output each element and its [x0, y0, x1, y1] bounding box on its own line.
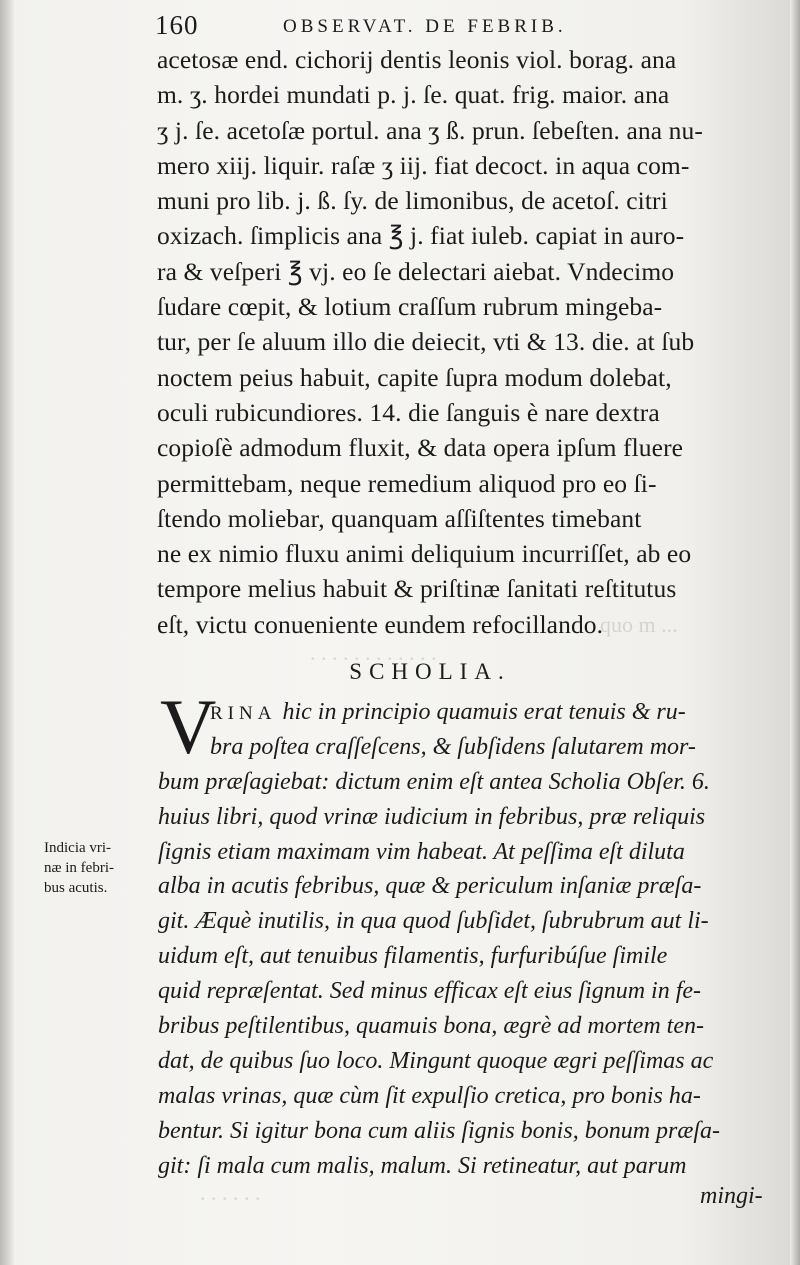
- text-line: muni pro lib. j. ß. ſy. de limonibus, de acetoſ. citri: [157, 186, 668, 216]
- text-line: [158, 695, 778, 730]
- text-line: oculi rubicundiores. 14. die ſanguis è nare dextra: [157, 397, 660, 427]
- text-line: copioſè admodum fluxit, & data opera ipſum fluere: [157, 433, 684, 463]
- bleed-through-text: quo m ...: [600, 612, 678, 637]
- text-line: tempore melius habuit & priſtinæ ſanitati reſtitutus: [157, 574, 677, 604]
- text-line: ſignis etiam maximam vim habeat. At peſſima eſt diluta: [158, 838, 685, 865]
- text-line: quid repræſentat. Sed minus efficax eſt eius ſignum in fe-: [158, 978, 702, 1005]
- text-line: oxizach. ſimplicis ana ℥ j. fiat iuleb. capiat in auro-: [157, 221, 685, 251]
- lead-words: RINA: [210, 703, 277, 724]
- margin-note: [44, 838, 154, 898]
- scholia-heading: SCHOLIA.: [349, 659, 511, 684]
- text-line: dat, de quibus ſuo loco. Mingunt quoque ægri peſſimas ac: [158, 1047, 714, 1074]
- observation-body: [157, 42, 767, 642]
- text-line: noctem peius habuit, capite ſupra modum dolebat,: [157, 362, 672, 392]
- text-line: acetosæ end. cichorij dentis leonis viol. borag. ana: [157, 45, 677, 74]
- margin-note-line: bus acutis.: [44, 880, 108, 896]
- text-line: tur, per ſe aluum illo die deiecit, vti & 13. die. at ſub: [157, 327, 695, 357]
- text-line: ne ex nimio fluxu animi deliquium incurriſſet, ab eo: [157, 539, 692, 569]
- scholia-body: [158, 695, 778, 1183]
- bleed-through-text: . . . . . . . . . . . .: [310, 640, 437, 665]
- page-edge-shadow: [790, 0, 800, 1265]
- text-line: eſt, victu conueniente eundem refocillando.: [157, 609, 604, 639]
- text-line: mero xiij. liquir. raſæ ʒ iij. fiat decoct. in aqua com-: [157, 150, 690, 180]
- text-line: bum præſagiebat: dictum enim eſt antea Scholia Obſer. 6.: [158, 768, 710, 795]
- text-line: ra & veſperi ℥ vj. eo ſe delectari aiebat. Vndecimo: [157, 256, 675, 286]
- text-line: m. ʒ. hordei mundati p. j. ſe. quat. frig. maior. ana: [157, 80, 670, 110]
- page-number: 160: [155, 10, 199, 40]
- running-head: OBSERVAT. DE FEBRIB.: [283, 16, 567, 37]
- catchword: mingi-: [700, 1183, 763, 1209]
- text-line: uidum eſt, aut tenuibus filamentis, furfuribúſue ſimile: [158, 943, 668, 970]
- text-line-rest: hic in principio quamuis erat tenuis & ru-: [276, 699, 686, 725]
- margin-note-line: Indicia vri-: [44, 840, 112, 856]
- bleed-through-text: . . . . . .: [200, 1180, 261, 1205]
- text-line: git. Æquè inutilis, in qua quod ſubſidet, ſubrubrum aut li-: [158, 908, 709, 935]
- page-gutter-shadow: [0, 0, 14, 1265]
- text-line: bentur. Si igitur bona cum aliis ſignis bonis, bonum præſa-: [158, 1117, 721, 1144]
- text-line: ſudare cœpit, & lotium craſſum rubrum mingeba-: [157, 292, 663, 322]
- page-header: [155, 6, 755, 40]
- text-line: huius libri, quod vrinæ iudicium in febribus, præ reliquis: [158, 803, 706, 830]
- text-line: permittebam, neque remedium aliquod pro eo ſi-: [157, 468, 657, 498]
- text-line: malas vrinas, quæ cùm ſit expulſio cretica, pro bonis ha-: [158, 1082, 701, 1109]
- text-line: git: ſi mala cum malis, malum. Si retineatur, aut parum: [158, 1152, 687, 1179]
- drop-cap: V: [160, 683, 217, 770]
- text-line: bra poſtea craſſeſcens, & ſubſidens ſalutarem mor-: [210, 733, 696, 760]
- text-line: ſtendo moliebar, quanquam aſſiſtentes timebant: [157, 503, 642, 533]
- text-line: bribus peſtilentibus, quamuis bona, ægrè ad mortem ten-: [158, 1013, 704, 1040]
- text-line: ʒ j. ſe. acetoſæ portul. ana ʒ ß. prun. ſebeſten. ana nu-: [157, 115, 703, 145]
- text-line: alba in acutis febribus, quæ & periculum inſaniæ præſa-: [158, 873, 702, 900]
- margin-note-line: næ in febri-: [44, 860, 114, 876]
